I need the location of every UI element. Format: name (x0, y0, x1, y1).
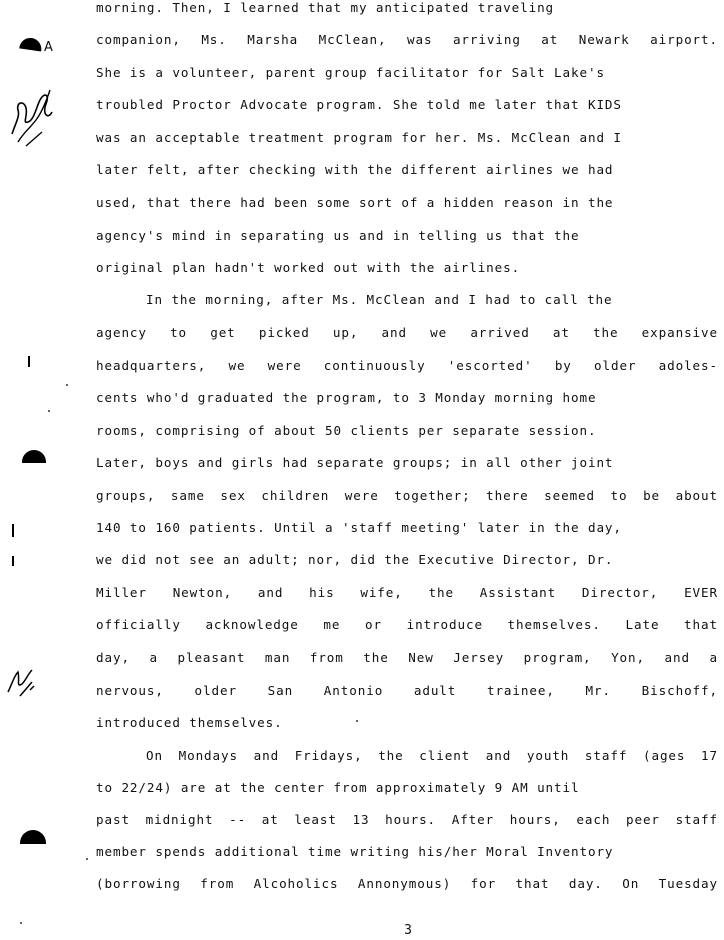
text-line: introduced themselves. (96, 716, 283, 730)
margin-arc-mark-2 (22, 450, 46, 463)
text-line: troubled Proctor Advocate program. She told me later that KIDS (96, 98, 622, 112)
handwritten-annotation-icon (6, 72, 58, 152)
text-line: officially acknowledge me or introduce themselves. Late that (96, 618, 718, 632)
text-line: member spends additional time writing his/her Moral Inventory (96, 845, 614, 859)
margin-tick-mark-2 (12, 524, 14, 537)
text-line: past midnight -- at least 13 hours. After hours, each peer staff (96, 813, 718, 827)
margin-arc-mark-3 (20, 830, 46, 844)
margin-tick-mark-3 (12, 556, 14, 566)
text-line: cents who'd graduated the program, to 3 Monday morning home (96, 391, 597, 405)
text-line: (borrowing from Alcoholics Annonymous) for that day. On Tuesday (96, 877, 718, 891)
speck (20, 922, 22, 924)
text-line: She is a volunteer, parent group facilitator for Salt Lake's (96, 66, 605, 80)
speck (86, 858, 88, 860)
page-number: 3 (404, 923, 412, 938)
text-line: agency's mind in separating us and in telling us that the (96, 229, 580, 243)
text-line: Miller Newton, and his wife, the Assistant Director, EVER (96, 586, 718, 600)
text-line: used, that there had been some sort of a hidden reason in the (96, 196, 614, 210)
speck (66, 384, 68, 386)
text-line: In the morning, after Ms. McClean and I had to call the (146, 293, 613, 307)
text-line: day, a pleasant man from the New Jersey program, Yon, and a (96, 651, 718, 665)
text-line: original plan hadn't worked out with the airlines. (96, 261, 521, 275)
text-line: we did not see an adult; nor, did the Executive Director, Dr. (96, 553, 614, 567)
text-line: to 22/24) are at the center from approximately 9 AM until (96, 781, 580, 795)
text-line: 140 to 160 patients. Until a 'staff meeting' later in the day, (96, 521, 622, 535)
text-line: headquarters, we were continuously 'escorted' by older adoles- (96, 359, 718, 373)
text-line: agency to get picked up, and we arrived at the expansive (96, 326, 718, 340)
text-line: later felt, after checking with the different airlines we had (96, 163, 614, 177)
text-line: was an acceptable treatment program for her. Ms. McClean and I (96, 131, 622, 145)
speck (48, 410, 50, 412)
text-line: morning. Then, I learned that my anticipated traveling (96, 1, 555, 15)
text-line: companion, Ms. Marsha McClean, was arriving at Newark airport. (96, 33, 718, 47)
margin-letter-a-mark: A (44, 40, 53, 55)
text-line: nervous, older San Antonio adult trainee, Mr. Bischoff, (96, 684, 718, 698)
text-line: groups, same sex children were together; there seemed to be about (96, 489, 718, 503)
handwritten-initials-icon (4, 662, 38, 702)
margin-tick-mark-1 (28, 356, 30, 367)
text-line: On Mondays and Fridays, the client and youth staff (ages 17 (146, 749, 718, 763)
margin-arc-mark-1 (19, 37, 42, 52)
text-line: Later, boys and girls had separate groups; in all other joint (96, 456, 614, 470)
text-line: rooms, comprising of about 50 clients per separate session. (96, 424, 597, 438)
